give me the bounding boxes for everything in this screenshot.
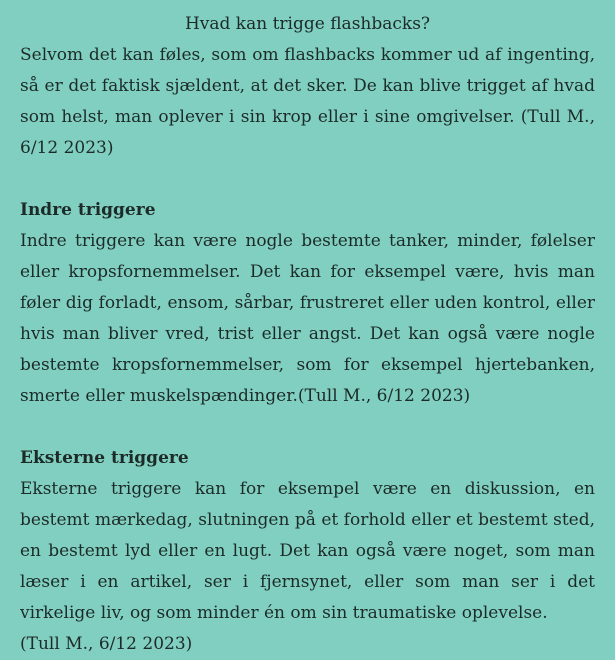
outer-triggers-section: [20, 443, 595, 660]
document-title: Hvad kan trigge flashbacks?: [184, 14, 431, 34]
outer-triggers-paragraph: Eksterne triggere kan for eksempel være en diskussion, en bestemt mærkedag, slutningen på et forhold eller et bestemt sted, en bestemt lyd eller en lugt. Det kan også være noget, som man læser i en artikel, ser i fjernsynet, eller som man ser i det virkelige liv, og som minder én om sin traumatiske oplevelse.: [20, 479, 595, 623]
intro-paragraph: Selvom det kan føles, som om flashbacks kommer ud af ingenting, så er det faktisk sjældent, at det sker. De kan blive trigget af hvad som helst, man oplever i sin krop eller i sine omgivelser. (Tull M., 6/12 2023): [20, 45, 595, 158]
inner-triggers-heading: Indre triggere: [20, 200, 156, 220]
inner-triggers-section: [20, 195, 595, 412]
outer-triggers-heading: Eksterne triggere: [20, 448, 189, 468]
inner-triggers-paragraph: Indre triggere kan være nogle bestemte tanker, minder, følelser eller kropsfornemmelser. Det kan for eksempel være, hvis man føler dig forladt, ensom, sårbar, frustreret eller uden kontrol, eller hvis man bliver vred, trist eller angst. Det kan også være nogle bestemte kropsfornemmelser, som for eksempel hjertebanken, smerte eller muskelspændinger.(Tull M., 6/12 2023): [20, 231, 595, 406]
citation-row: [20, 629, 595, 660]
outer-triggers-citation: (Tull M., 6/12 2023): [20, 634, 193, 654]
